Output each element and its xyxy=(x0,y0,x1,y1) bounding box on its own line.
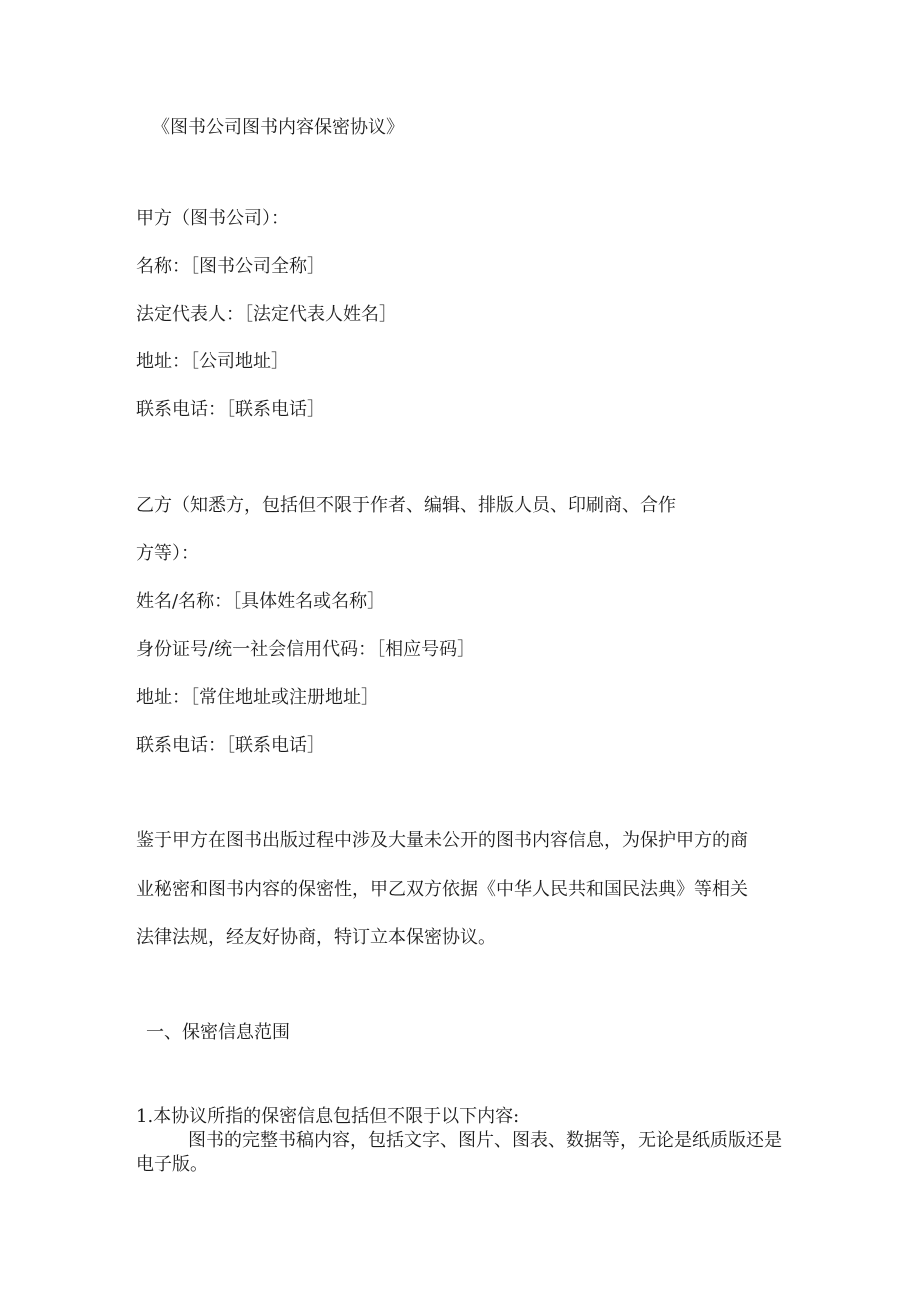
party-a-heading: 甲方（图书公司）： xyxy=(136,208,289,229)
party-a-address: 地址：［公司地址］ xyxy=(136,351,289,372)
party-b-id-number: 身份证号/统一社会信用代码：［相应号码］ xyxy=(136,639,476,660)
preamble-line3: 法律法规，经友好协商，特订立本保密协议。 xyxy=(136,927,496,948)
section1-item1: 1.本协议所指的保密信息包括但不限于以下内容: xyxy=(136,1106,520,1127)
section1-item1-body: 图书的完整书稿内容，包括文字、图片、图表、数据等，无论是纸质版还是电子版。 xyxy=(136,1130,782,1175)
document-title: 《图书公司图书内容保密协议》 xyxy=(152,117,404,138)
party-b-heading-line1: 乙方（知悉方，包括但不限于作者、编辑、排版人员、印刷商、合作 xyxy=(136,495,676,516)
preamble-line1: 鉴于甲方在图书出版过程中涉及大量未公开的图书内容信息，为保护甲方的商 xyxy=(136,830,748,851)
party-a-legal-rep: 法定代表人：［法定代表人姓名］ xyxy=(136,304,397,325)
party-b-heading-line2: 方等）： xyxy=(136,543,199,564)
section1-heading: 一、保密信息范围 xyxy=(146,1022,290,1043)
party-b-name: 姓名/名称：［具体姓名或名称］ xyxy=(136,591,386,612)
preamble-line2: 业秘密和图书内容的保密性，甲乙双方依据《中华人民共和国民法典》等相关 xyxy=(136,879,748,900)
party-a-name: 名称：［图书公司全称］ xyxy=(136,256,325,277)
party-a-phone: 联系电话：［联系电话］ xyxy=(136,399,325,420)
party-b-address: 地址：［常住地址或注册地址］ xyxy=(136,687,379,708)
party-b-phone: 联系电话：［联系电话］ xyxy=(136,735,325,756)
section1-clause xyxy=(136,1105,786,1177)
